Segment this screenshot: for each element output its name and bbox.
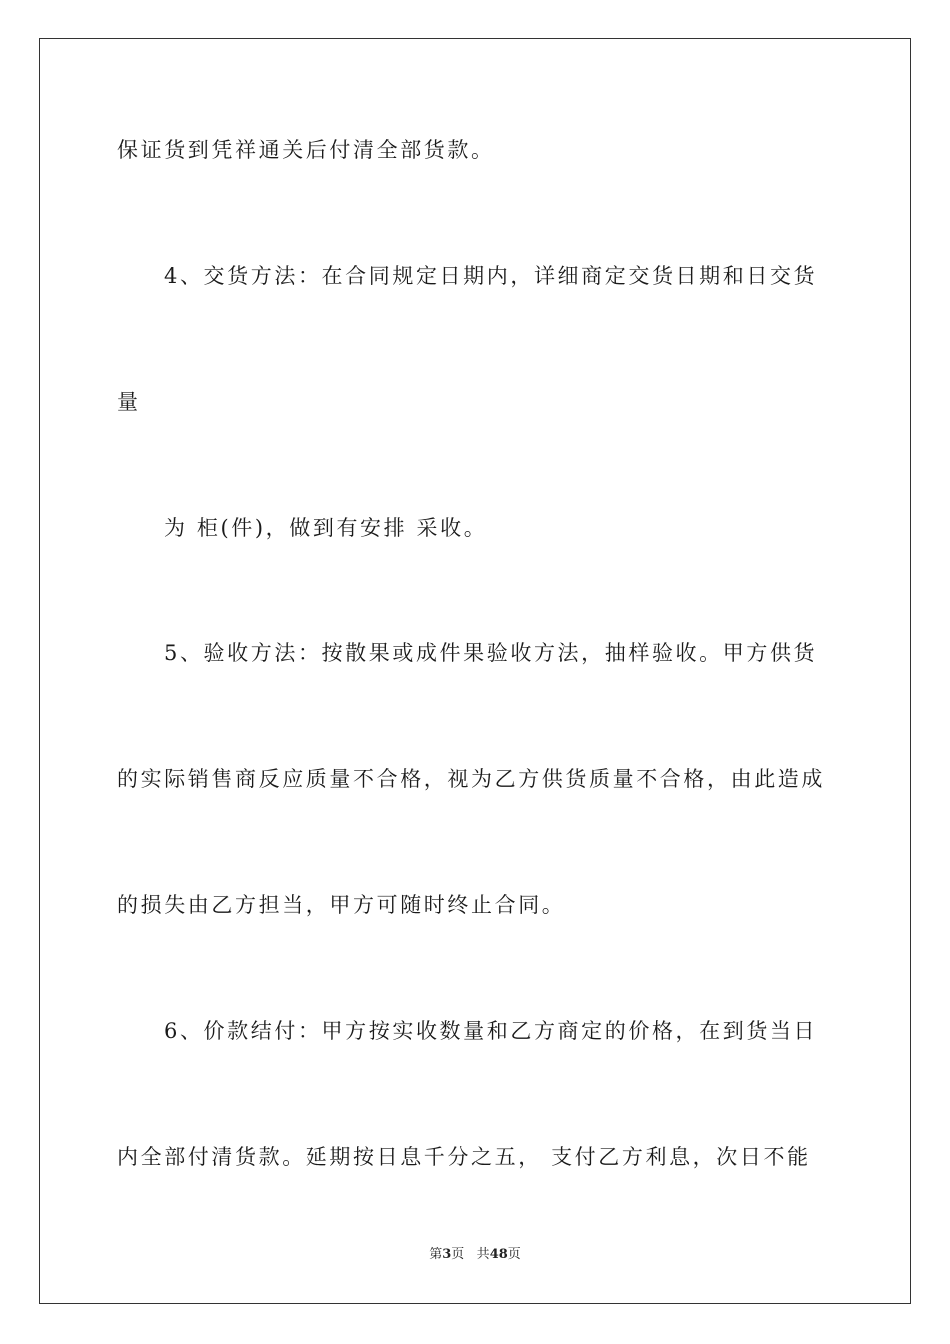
text-line-1: 保证货到凭祥通关后付清全部货款。	[117, 138, 495, 162]
text-line-7: 的损失由乙方担当，甲方可随时终止合同。	[117, 893, 566, 917]
text-line-8: 6、价款结付：甲方按实收数量和乙方商定的价格，在到货当日	[164, 1019, 818, 1043]
page-footer	[0, 1246, 950, 1264]
text-line-6: 的实际销售商反应质量不合格，视为乙方供货质量不合格，由此造成	[117, 767, 825, 791]
footer-total-pages: 48	[489, 1247, 508, 1262]
footer-total-prefix: 共	[476, 1247, 490, 1262]
text-line-2: 4、交货方法：在合同规定日期内，详细商定交货日期和日交货	[164, 264, 818, 288]
footer-total-unit: 页	[507, 1247, 521, 1262]
footer-page-number: 3	[442, 1247, 452, 1262]
text-line-9: 内全部付清货款。延期按日息千分之五， 支付乙方利息，次日不能	[117, 1145, 811, 1169]
text-line-5: 5、验收方法：按散果或成件果验收方法，抽样验收。甲方供货	[164, 641, 818, 665]
footer-page-unit: 页	[451, 1247, 465, 1262]
text-line-3: 量	[117, 390, 141, 414]
text-line-4: 为 柜(件)，做到有安排 采收。	[164, 516, 488, 540]
footer-prefix: 第	[429, 1247, 443, 1262]
page-border	[39, 38, 911, 1304]
